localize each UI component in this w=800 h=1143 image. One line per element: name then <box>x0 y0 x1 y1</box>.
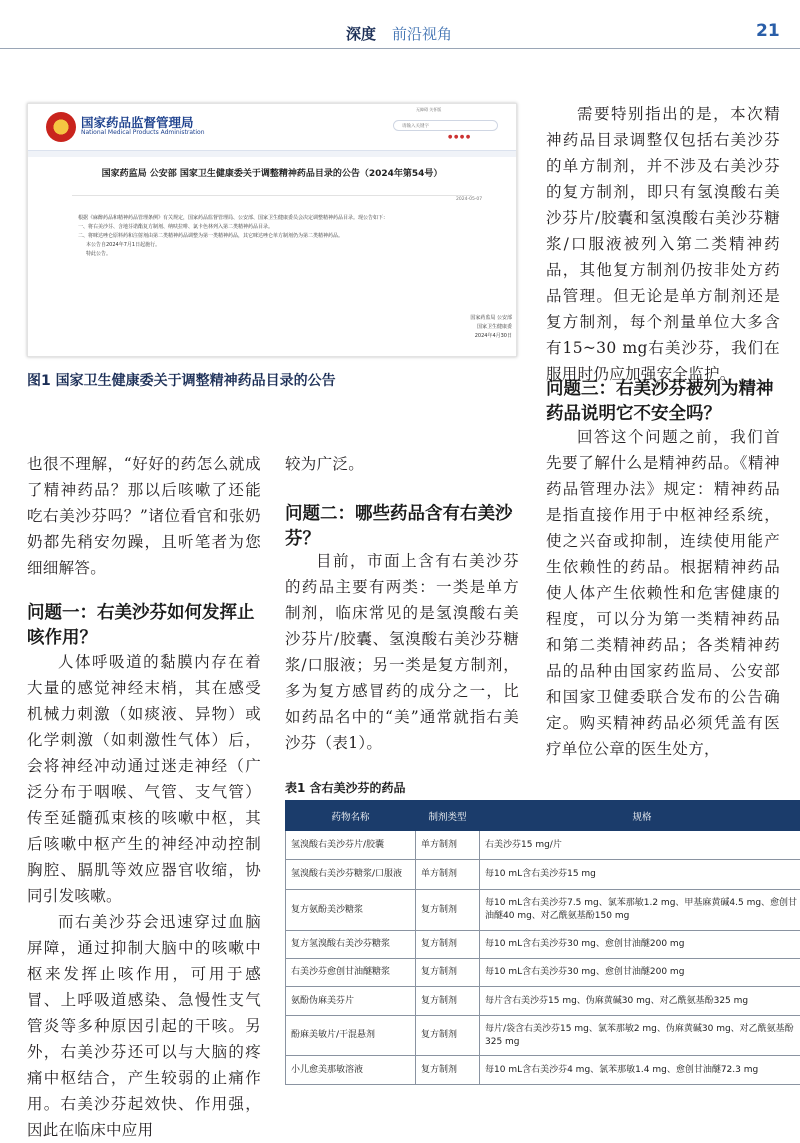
figure-caption: 图1 国家卫生健康委关于调整精神药品目录的公告 <box>27 370 336 390</box>
nav-band <box>28 150 516 157</box>
signature-line: 国家药监局 公安部 <box>438 314 512 323</box>
announcement-date: 2024-05-07 <box>456 197 482 202</box>
drug-spec-cell: 每10 mL含右美沙芬15 mg <box>480 860 800 890</box>
drug-name-cell: 复方氢溴酸右美沙芬糖浆 <box>286 931 416 959</box>
announcement-paragraph: 根据《麻醉药品和精神药品管理条例》有关规定，国家药品监督管理局、公安部、国家卫生健康委员会决定调整精神药品目录。现公告如下： <box>78 214 498 223</box>
column-header: 制剂类型 <box>416 801 480 831</box>
agency-name-en: National Medical Products Administration <box>81 129 205 136</box>
col3-paragraph-1: 需要特别指出的是，本次精神药品目录调整仅包括右美沙芬的单方制剂，并不涉及右美沙芬的复方制剂，即只有氢溴酸右美沙芬片/胶囊和氢溴酸右美沙芬糖浆/口服液被列入第二类精神药品，其他复方制剂仍按非处方药品管理。但无论是单方制剂还是复方制剂，每个剂量单位大多含有15~30 mg右美沙芬，我们在服用时仍应加强安全监护。 <box>546 101 780 387</box>
column-2-cont <box>285 451 519 477</box>
drug-name-cell: 酚麻美敏片/干混悬剂 <box>286 1016 416 1056</box>
column-header: 规格 <box>480 801 800 831</box>
announcement-title: 国家药监局 公安部 国家卫生健康委关于调整精神药品目录的公告（2024年第54号） <box>28 166 516 179</box>
table-header-row <box>286 801 800 831</box>
table-row <box>286 987 800 1016</box>
column-1-body <box>27 649 261 1143</box>
drug-name-cell: 氢溴酸右美沙芬糖浆/口服液 <box>286 860 416 890</box>
table-row <box>286 931 800 959</box>
drug-type-cell: 复方制剂 <box>416 959 480 987</box>
agency-name: 国家药品监督管理局 <box>81 113 194 131</box>
drug-name-cell: 复方氨酚美沙糖浆 <box>286 890 416 931</box>
signature-line: 2024年4月30日 <box>438 332 512 341</box>
drug-name-cell: 右美沙芬愈创甘油醚糖浆 <box>286 959 416 987</box>
column-1-intro <box>27 451 261 581</box>
q3-paragraph-1: 回答这个问题之前，我们首先要了解什么是精神药品。《精神药品管理办法》规定：精神药品是指直接作用于中枢神经系统，使之兴奋或抑制，连续使用能产生依赖性的药品。根据精神药品使人体产生依赖性和危害健康的程度，可以分为第一类精神药品和第二类精神药品；各类精神药品的品种由国家药监局、公安部和国家卫健委联合发布的公告确定。购买精神药品必须凭盖有医疗单位公章的医生处方， <box>546 424 780 762</box>
table-row <box>286 1056 800 1085</box>
table-row <box>286 890 800 931</box>
drug-spec-cell: 每10 mL含右美沙芬7.5 mg、氯苯那敏1.2 mg、甲基麻黄碱4.5 mg、愈创甘油醚40 mg、对乙酰氨基酚150 mg <box>480 890 800 931</box>
announcement-signature <box>438 314 512 341</box>
drug-type-cell: 复方制剂 <box>416 931 480 959</box>
drug-type-cell: 复方制剂 <box>416 890 480 931</box>
table-caption: 表1 含右美沙芬的药品 <box>285 779 406 796</box>
subsection-label: 前沿视角 <box>392 23 452 44</box>
drug-type-cell: 复方制剂 <box>416 1056 480 1085</box>
drug-spec-cell: 每10 mL含右美沙芬4 mg、氯苯那敏1.4 mg、愈创甘油醚72.3 mg <box>480 1056 800 1085</box>
announcement-paragraph: 一、将右美沙芬、含地芬诺酯复方制剂、纳呋拉啡、氯卡色林列入第二类精神药品目录。 <box>78 223 498 232</box>
social-icons: ● ● ● ● <box>448 134 470 140</box>
column-header: 药物名称 <box>286 801 416 831</box>
table-row <box>286 959 800 987</box>
column-3-top <box>546 101 780 387</box>
drug-type-cell: 复方制剂 <box>416 1016 480 1056</box>
drug-name-cell: 氨酚伪麻美芬片 <box>286 987 416 1016</box>
drug-spec-cell: 每10 mL含右美沙芬30 mg、愈创甘油醚200 mg <box>480 959 800 987</box>
announcement-screenshot <box>27 103 517 357</box>
q1-paragraph-2: 而右美沙芬会迅速穿过血脑屏障，通过抑制大脑中的咳嗽中枢来发挥止咳作用，可用于感冒、上呼吸道感染、急慢性支气管炎等多种原因引起的干咳。另外，右美沙芬还可以与大脑的疼痛中枢结合，产生较弱的止痛作用。右美沙芬起效快、作用强，因此在临床中应用 <box>27 909 261 1143</box>
header-rule <box>0 48 800 49</box>
cont-paragraph: 较为广泛。 <box>285 451 519 477</box>
column-3-body <box>546 424 780 762</box>
drug-spec-cell: 右美沙芬15 mg/片 <box>480 831 800 860</box>
accessibility-links: 无障碍 关怀版 <box>416 107 441 113</box>
table-row <box>286 1016 800 1056</box>
page-number: 21 <box>756 21 780 41</box>
drug-spec-cell: 每片含右美沙芬15 mg、伪麻黄碱30 mg、对乙酰氨基酚325 mg <box>480 987 800 1016</box>
q3-heading: 问题三：右美沙芬被列为精神药品说明它不安全吗？ <box>546 377 780 427</box>
table-row <box>286 860 800 890</box>
drug-name-cell: 小儿愈美那敏溶液 <box>286 1056 416 1085</box>
search-input: 请输入关键字 <box>393 120 498 131</box>
drug-table <box>285 800 800 1085</box>
announcement-paragraph: 二、将咪达唑仑原料药和注射剂由第二类精神药品调整为第一类精神药品，其它咪达唑仑单方制剂仍为第二类精神药品。 <box>78 232 498 241</box>
announcement-paragraph: 本公告自2024年7月1日起施行。 <box>78 241 498 250</box>
intro-paragraph: 也很不理解，“好好的药怎么就成了精神药品？那以后咳嗽了还能吃右美沙芬吗？”诸位看官和张奶奶都先稍安勿躁，且听笔者为您细细解答。 <box>27 451 261 581</box>
drug-type-cell: 单方制剂 <box>416 831 480 860</box>
title-divider <box>72 195 472 196</box>
table-row <box>286 831 800 860</box>
q2-paragraph-1: 目前，市面上含有右美沙芬的药品主要有两类：一类是单方制剂，临床常见的是氢溴酸右美沙芬片/胶囊、氢溴酸右美沙芬糖浆/口服液；另一类是复方制剂，多为复方感冒药的成分之一，比如药品名中的“美”通常就指右美沙芬（表1）。 <box>285 548 519 756</box>
q2-heading: 问题二：哪些药品含有右美沙芬？ <box>285 502 519 552</box>
drug-spec-cell: 每片/袋含右美沙芬15 mg、氯苯那敏2 mg、伪麻黄碱30 mg、对乙酰氨基酚325 mg <box>480 1016 800 1056</box>
drug-type-cell: 单方制剂 <box>416 860 480 890</box>
q1-paragraph-1: 人体呼吸道的黏膜内存在着大量的感觉神经末梢，其在感受机械力刺激（如痰液、异物）或化学刺激（如刺激性气体）后，会将神经冲动通过迷走神经（广泛分布于咽喉、气管、支气管）传至延髓孤束核的咳嗽中枢，其后咳嗽中枢产生的神经冲动控制胸腔、膈肌等效应器官收缩，协同引发咳嗽。 <box>27 649 261 909</box>
drug-type-cell: 复方制剂 <box>416 987 480 1016</box>
announcement-body <box>78 214 498 259</box>
page-header <box>0 0 800 50</box>
announcement-paragraph: 特此公告。 <box>78 250 498 259</box>
drug-spec-cell: 每10 mL含右美沙芬30 mg、愈创甘油醚200 mg <box>480 931 800 959</box>
signature-line: 国家卫生健康委 <box>438 323 512 332</box>
q1-heading: 问题一：右美沙芬如何发挥止咳作用？ <box>27 601 261 651</box>
drug-name-cell: 氢溴酸右美沙芬片/胶囊 <box>286 831 416 860</box>
column-2-body <box>285 548 519 756</box>
section-label: 深度 <box>346 23 376 44</box>
national-emblem-icon <box>46 112 76 142</box>
